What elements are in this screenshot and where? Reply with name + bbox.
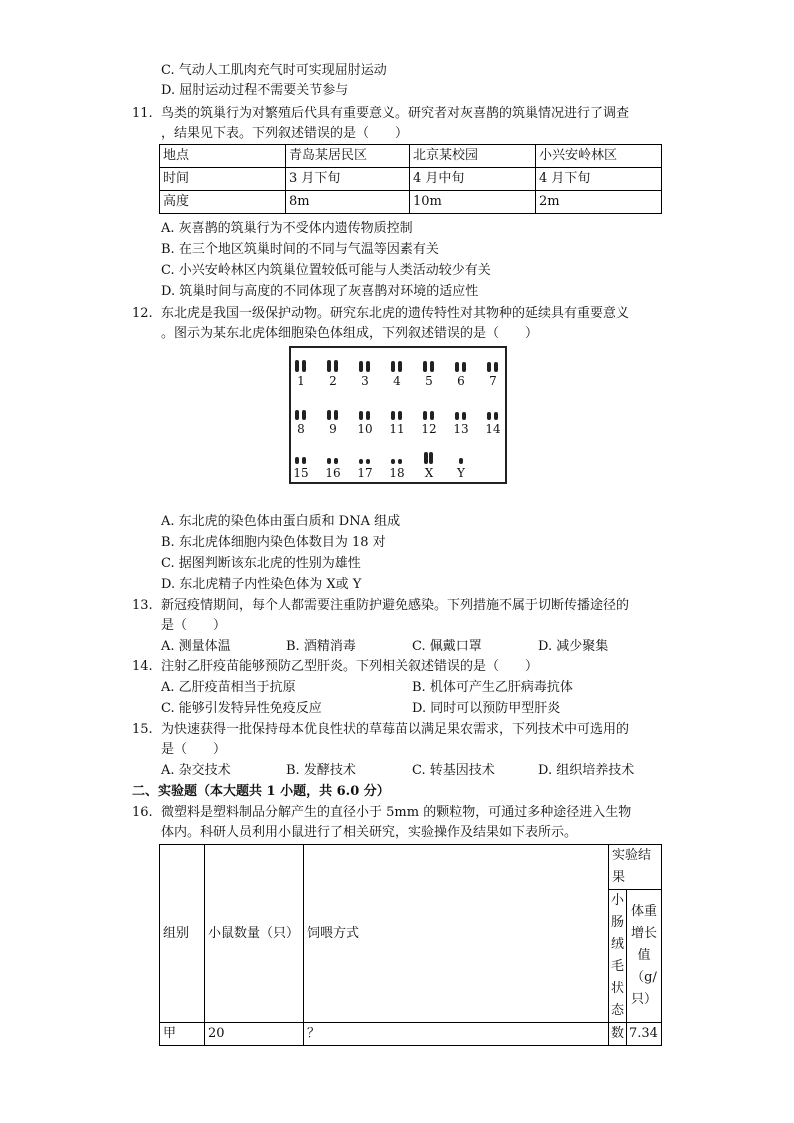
q13-stem-line2: 是（ ） <box>161 618 227 633</box>
chromosome-icon <box>453 452 469 464</box>
chromosome-icon <box>453 408 469 420</box>
q16-header-villi: 小肠绒毛状态 <box>608 890 626 1023</box>
q16-header-result: 实验结果 <box>608 845 661 890</box>
chromosome-label: 6 <box>457 374 465 388</box>
chromosome-pair <box>323 408 343 436</box>
chromosome-label: 11 <box>389 422 405 436</box>
chromosome-icon <box>293 452 309 464</box>
chromosome-pair <box>451 408 471 436</box>
chromosome-pair <box>323 360 343 388</box>
chromosome-label: 13 <box>453 422 469 436</box>
chromosome-pair <box>483 360 503 388</box>
chromosome-pair <box>419 408 439 436</box>
q14-stem-line1: 注射乙肝疫苗能够预防乙型肝炎。下列相关叙述错误的是（ ） <box>161 659 539 674</box>
q13-option-a: A. 测量体温 <box>161 639 231 654</box>
chromosome-pair <box>483 408 503 436</box>
q13-option-c: C. 佩戴口罩 <box>412 639 482 654</box>
prev-option-d: D. 屈肘运动过程不需要关节参与 <box>161 83 349 98</box>
q11-stem-line2: ，结果见下表。下列叙述错误的是（ ） <box>161 126 409 141</box>
chromosome-pair <box>355 360 375 388</box>
chromosome-label: 15 <box>293 466 309 480</box>
chromosome-icon <box>357 408 373 420</box>
chromosome-icon <box>421 360 437 372</box>
q16-header-group: 组别 <box>160 845 205 1023</box>
q15-option-d: D. 组织培养技术 <box>538 763 635 778</box>
q11-cell: 时间 <box>160 168 286 191</box>
chromosome-pair <box>291 360 311 388</box>
chromosome-pair <box>451 360 471 388</box>
chromosome-icon <box>293 360 309 372</box>
q16-number: 16. <box>132 805 153 820</box>
q12-option-a: A. 东北虎的染色体由蛋白质和 DNA 组成 <box>161 514 401 529</box>
q15-stem-line2: 是（ ） <box>161 742 227 757</box>
chromosome-label: 2 <box>329 374 337 388</box>
q12-stem-line2: 。图示为某东北虎体细胞染色体组成，下列叙述错误的是（ ） <box>161 326 539 341</box>
q11-table <box>159 144 662 214</box>
q16-header-method: 饲喂方式 <box>304 845 609 1023</box>
q13-option-d: D. 减少聚集 <box>538 639 609 654</box>
q14-number: 14. <box>132 659 153 674</box>
q11-number: 11. <box>132 106 153 121</box>
q11-cell: 8m <box>286 191 410 214</box>
chromosome-pair <box>387 408 407 436</box>
q14-option-d: D. 同时可以预防甲型肝炎 <box>412 701 561 716</box>
q15-number: 15. <box>132 722 153 737</box>
chromosome-pair <box>355 452 375 480</box>
chromosome-icon <box>389 452 405 464</box>
q16-header-weight: 体重增长值（g/只） <box>627 890 662 1023</box>
q11-cell: 高度 <box>160 191 286 214</box>
q16-row1-group: 甲 <box>160 1023 205 1046</box>
chromosome-pair <box>323 452 343 480</box>
chromosome-pair <box>355 408 375 436</box>
chromosome-pair <box>387 360 407 388</box>
chromosome-x <box>419 452 439 480</box>
chromosome-icon <box>357 360 373 372</box>
q12-number: 12. <box>132 306 153 321</box>
q14-option-b: B. 机体可产生乙肝病毒抗体 <box>412 680 573 695</box>
q12-option-c: C. 据图判断该东北虎的性别为雄性 <box>161 556 361 571</box>
chromosome-icon <box>325 408 341 420</box>
q11-cell: 北京某校园 <box>410 145 536 168</box>
q11-option-d: D. 筑巢时间与高度的不同体现了灰喜鹊对环境的适应性 <box>161 284 479 299</box>
q16-row1-count: 20 <box>205 1023 304 1046</box>
chromosome-y <box>451 452 471 480</box>
chromosome-label: 7 <box>489 374 497 388</box>
q11-cell: 3 月下旬 <box>286 168 410 191</box>
chromosome-label: 12 <box>421 422 437 436</box>
q11-cell: 青岛某居民区 <box>286 145 410 168</box>
chromosome-icon <box>325 360 341 372</box>
q13-option-b: B. 酒精消毒 <box>286 639 356 654</box>
q11-stem-line1: 鸟类的筑巢行为对繁殖后代具有重要意义。研究者对灰喜鹊的筑巢情况进行了调查 <box>161 106 630 121</box>
chromosome-label: X <box>424 466 434 480</box>
q16-header-count: 小鼠数量（只） <box>205 845 304 1023</box>
q14-option-c: C. 能够引发特异性免疫反应 <box>161 701 322 716</box>
chromosome-label: 3 <box>361 374 369 388</box>
q16-row1-method: ？ <box>304 1023 609 1046</box>
q16-stem-line2: 体内。科研人员利用小鼠进行了相关研究，实验操作及结果如下表所示。 <box>161 825 578 840</box>
chromosome-pair <box>291 452 311 480</box>
q16-stem-line1: 微塑料是塑料制品分解产生的直径小于 5mm 的颗粒物，可通过多种途径进入生物 <box>161 805 632 820</box>
q15-option-c: C. 转基因技术 <box>412 763 495 778</box>
q16-row1-villi: 数 <box>608 1023 626 1046</box>
section-title: 二、实验题（本大题共 1 小题，共 6.0 分） <box>132 784 390 799</box>
q11-cell: 4 月下旬 <box>536 168 662 191</box>
q11-cell: 4 月中旬 <box>410 168 536 191</box>
chromosome-label: 14 <box>485 422 501 436</box>
chromosome-icon <box>453 360 469 372</box>
chromosome-icon <box>293 408 309 420</box>
chromosome-icon <box>421 452 437 464</box>
prev-option-c: C. 气动人工肌肉充气时可实现屈肘运动 <box>161 63 387 78</box>
q12-option-d: D. 东北虎精子内性染色体为 X或 Y <box>161 577 362 592</box>
q16-row1-weight: 7.34 <box>627 1023 662 1046</box>
chromosome-label: 1 <box>297 374 305 388</box>
q13-number: 13. <box>132 598 153 613</box>
chromosome-label: 4 <box>393 374 401 388</box>
chromosome-pair <box>419 360 439 388</box>
chromosome-icon <box>485 360 501 372</box>
q11-cell: 小兴安岭林区 <box>536 145 662 168</box>
q14-option-a: A. 乙肝疫苗相当于抗原 <box>161 680 296 695</box>
chromosome-label: 17 <box>357 466 373 480</box>
chromosome-label: 8 <box>297 422 305 436</box>
karyotype-figure <box>289 346 507 484</box>
q15-stem-line1: 为快速获得一批保持母本优良性状的草莓苗以满足果农需求，下列技术中可选用的 <box>161 722 630 737</box>
chromosome-label: Y <box>457 466 465 480</box>
q15-option-a: A. 杂交技术 <box>161 763 231 778</box>
q11-cell: 地点 <box>160 145 286 168</box>
chromosome-icon <box>421 408 437 420</box>
chromosome-icon <box>325 452 341 464</box>
q15-option-b: B. 发酵技术 <box>286 763 356 778</box>
chromosome-label: 18 <box>389 466 405 480</box>
q11-option-a: A. 灰喜鹊的筑巢行为不受体内遗传物质控制 <box>161 221 413 236</box>
chromosome-pair <box>387 452 407 480</box>
chromosome-icon <box>485 408 501 420</box>
q16-table <box>159 844 662 1046</box>
chromosome-label: 9 <box>329 422 337 436</box>
q11-cell: 10m <box>410 191 536 214</box>
chromosome-pair <box>291 408 311 436</box>
chromosome-icon <box>389 408 405 420</box>
q12-stem-line1: 东北虎是我国一级保护动物。研究东北虎的遗传特性对其物种的延续具有重要意义 <box>161 306 630 321</box>
q12-option-b: B. 东北虎体细胞内染色体数目为 18 对 <box>161 535 386 550</box>
chromosome-icon <box>389 360 405 372</box>
chromosome-label: 5 <box>425 374 433 388</box>
q11-option-b: B. 在三个地区筑巢时间的不同与气温等因素有关 <box>161 242 439 257</box>
chromosome-icon <box>357 452 373 464</box>
q11-cell: 2m <box>536 191 662 214</box>
chromosome-label: 16 <box>325 466 341 480</box>
q13-stem-line1: 新冠疫情期间，每个人都需要注重防护避免感染。下列措施不属于切断传播途径的 <box>161 598 630 613</box>
chromosome-label: 10 <box>357 422 373 436</box>
q11-option-c: C. 小兴安岭林区内筑巢位置较低可能与人类活动较少有关 <box>161 263 491 278</box>
